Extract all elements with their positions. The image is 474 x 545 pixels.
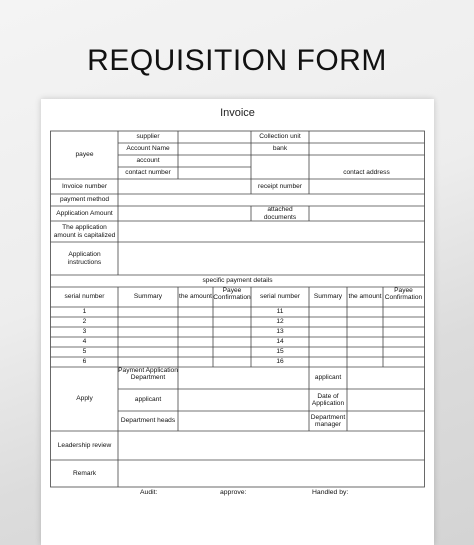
receipt-number-label: receipt number <box>258 182 302 190</box>
remark-field[interactable] <box>118 460 424 487</box>
invoice-number-field[interactable] <box>118 179 251 194</box>
form-title: Invoice <box>220 107 255 119</box>
capitalized-amount-label: The application amount is capitalized <box>53 224 116 239</box>
supplier-field[interactable] <box>178 131 251 143</box>
capitalized-amount-field[interactable] <box>118 221 424 242</box>
payment-method-label: payment method <box>59 196 110 204</box>
payment-dept-label: Payment Application Department <box>118 367 178 382</box>
serial-left: 6 <box>82 358 87 366</box>
payee-label: payee <box>75 151 94 159</box>
serial-left: 2 <box>82 318 87 326</box>
serial-left: 3 <box>82 328 87 336</box>
contact-address-cell <box>251 167 309 179</box>
leadership-review-label: Leadership review <box>57 441 112 449</box>
specific-details-header: specific payment details <box>202 277 273 285</box>
col-serial-right: serial number <box>260 293 300 301</box>
contact-address-spacer <box>309 155 424 167</box>
bank-field[interactable] <box>309 143 424 155</box>
col-amount-right: the amount <box>348 293 382 301</box>
handled-by-label: Handled by: <box>312 489 349 496</box>
leadership-review-field[interactable] <box>118 431 424 460</box>
audit-label: Audit: <box>140 489 158 496</box>
apply-label: Apply <box>76 395 93 403</box>
date-of-application-field[interactable] <box>347 389 424 411</box>
col-payee-confirmation-right: Payee Confirmation <box>384 287 423 302</box>
page-title: REQUISITION FORM <box>87 44 387 77</box>
contact-address-label: contact address <box>343 169 390 177</box>
department-heads-field[interactable] <box>178 411 309 431</box>
serial-left: 1 <box>82 308 87 316</box>
serial-left: 4 <box>82 338 87 346</box>
col-amount-left: the amount <box>179 293 212 301</box>
department-manager-label: Department manager <box>310 413 346 428</box>
col-serial-left: serial number <box>64 293 105 301</box>
applicant-field[interactable] <box>178 389 309 411</box>
collection-unit-field[interactable] <box>309 131 424 143</box>
contact-number-label: contact number <box>125 169 171 177</box>
col-summary-right: Summary <box>313 293 343 301</box>
applicant-label: applicant <box>134 396 162 404</box>
col-payee-confirmation-left: Payee Confirmation <box>213 287 251 302</box>
applicant-right-label: applicant <box>314 374 342 382</box>
department-manager-field[interactable] <box>347 411 424 431</box>
serial-right: 15 <box>276 348 284 356</box>
serial-right: 11 <box>276 308 284 316</box>
serial-right: 12 <box>276 318 284 326</box>
applicant-right-field[interactable] <box>347 367 424 389</box>
receipt-number-field[interactable] <box>309 179 424 194</box>
serial-right: 16 <box>276 358 284 366</box>
date-of-application-label: Date of Application <box>311 392 345 407</box>
account-label: account <box>136 157 160 165</box>
attached-documents-field[interactable] <box>309 206 424 221</box>
col-summary-left: Summary <box>133 293 163 301</box>
bank-label: bank <box>272 145 288 153</box>
remark-label: Remark <box>72 469 97 477</box>
department-heads-label: Department heads <box>120 417 176 425</box>
form-sheet <box>41 99 434 545</box>
serial-left: 5 <box>82 348 87 356</box>
application-amount-field[interactable] <box>118 206 251 221</box>
serial-right: 13 <box>276 328 284 336</box>
account-field[interactable] <box>178 155 251 167</box>
supplier-label: supplier <box>136 133 160 141</box>
attached-documents-label: attached documents <box>263 206 297 221</box>
collection-unit-label: Collection unit <box>259 133 301 141</box>
invoice-number-label: Invoice number <box>61 182 108 190</box>
application-amount-label: Application Amount <box>56 209 113 217</box>
approve-label: approve: <box>220 489 247 496</box>
contact-number-field[interactable] <box>178 167 251 179</box>
instructions-field[interactable] <box>118 242 424 275</box>
instructions-label: Application instructions <box>67 251 102 266</box>
serial-right: 14 <box>276 338 284 346</box>
account-name-field[interactable] <box>178 143 251 155</box>
payment-dept-field[interactable] <box>178 367 309 389</box>
account-name-label: Account Name <box>126 145 170 153</box>
payment-method-field[interactable] <box>118 194 424 206</box>
